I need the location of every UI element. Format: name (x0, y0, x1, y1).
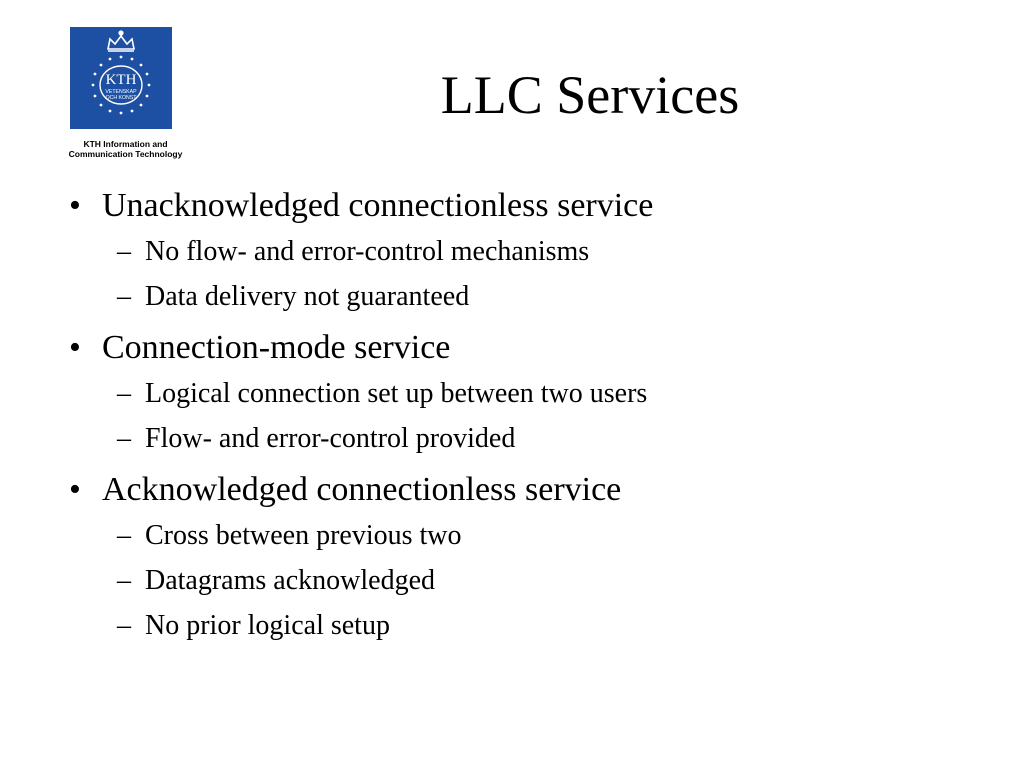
sub-list-container (60, 513, 980, 648)
sub-bullet-text: Data delivery not guaranteed (145, 281, 470, 312)
logo-caption-line2: Communication Technology (68, 149, 183, 159)
bullet-marker: • (69, 471, 81, 508)
sub-bullet-item (60, 229, 980, 274)
bullet-item (60, 467, 980, 513)
emblem-line2-text: OCH KONST (105, 95, 137, 101)
slide-title: LLC Services (440, 65, 740, 125)
sub-bullet-item (60, 558, 980, 603)
sub-bullet-text: Cross between previous two (145, 520, 462, 551)
sub-bullet-list (60, 229, 980, 319)
logo-caption (53, 139, 198, 159)
bullet-marker: • (69, 329, 81, 366)
dash-marker: – (117, 610, 131, 641)
bullet-text: Connection-mode service (102, 329, 451, 366)
sub-list-container (60, 371, 980, 461)
bullet-item (60, 325, 980, 371)
bullet-text: Unacknowledged connectionless service (102, 187, 654, 224)
sub-bullet-item (60, 274, 980, 319)
sub-bullet-item (60, 371, 980, 416)
kth-emblem (70, 27, 172, 129)
dash-marker: – (117, 236, 131, 267)
sub-bullet-text: Logical connection set up between two users (145, 378, 648, 409)
sub-bullet-list (60, 513, 980, 648)
dash-marker: – (117, 378, 131, 409)
dash-marker: – (117, 281, 131, 312)
sub-bullet-text: No prior logical setup (145, 610, 390, 641)
kth-crest-icon (70, 27, 172, 129)
dash-marker: – (117, 423, 131, 454)
emblem-line1-text: VETENSKAP (105, 89, 137, 95)
dash-marker: – (117, 520, 131, 551)
sub-bullet-text: No flow- and error-control mechanisms (145, 236, 590, 267)
emblem-kth-text: KTH (105, 72, 137, 88)
sub-bullet-text: Datagrams acknowledged (145, 565, 435, 596)
sub-bullet-item (60, 416, 980, 461)
dash-marker: – (117, 565, 131, 596)
sub-bullet-text: Flow- and error-control provided (145, 423, 516, 454)
sub-bullet-list (60, 371, 980, 461)
bullet-marker: • (69, 187, 81, 224)
logo-caption-line1: KTH Information and (83, 139, 168, 149)
bullet-item (60, 183, 980, 229)
bullet-list (60, 183, 980, 654)
sub-bullet-item (60, 603, 980, 648)
bullet-text: Acknowledged connectionless service (102, 471, 622, 508)
sub-bullet-item (60, 513, 980, 558)
sub-list-container (60, 229, 980, 319)
